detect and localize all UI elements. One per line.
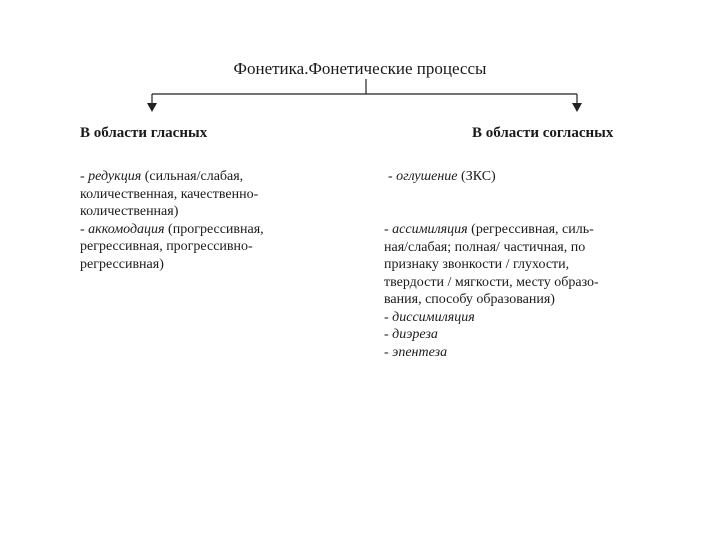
vowels-heading: В области гласных — [80, 125, 208, 141]
process-term: диэреза — [392, 327, 438, 342]
arrow-down-left-icon — [147, 103, 157, 112]
diagram-title: Фонетика.Фонетические процессы — [233, 59, 487, 78]
process-term: ассимиляция — [392, 222, 468, 237]
list-item: регрессивная, прогрессивно- — [80, 239, 253, 254]
list-item: - диэреза — [384, 327, 438, 342]
list-item: - диссимиляция — [384, 309, 475, 325]
consonants-heading: В области согласных — [472, 125, 614, 141]
list-item: количественная, качественно- — [80, 186, 259, 202]
process-term: редукция — [88, 169, 142, 184]
process-term: аккомодация — [88, 221, 165, 237]
list-item: регрессивная) — [80, 256, 164, 272]
list-item: вания, способу образования) — [384, 292, 555, 307]
vowels-process-list — [80, 168, 310, 273]
process-term: эпентеза — [392, 344, 448, 360]
list-item: - аккомодация (прогрессивная, — [80, 221, 264, 237]
list-item: - ассимиляция (регрессивная, силь- — [384, 222, 594, 237]
list-item: количественная) — [80, 204, 179, 219]
list-item: - эпентеза — [384, 344, 448, 360]
process-term: оглушение — [396, 169, 458, 184]
list-item: ная/слабая; полная/ частичная, по — [384, 239, 586, 255]
consonants-process-list — [384, 221, 649, 361]
list-item: - редукция (сильная/слабая, — [80, 169, 244, 184]
list-item: - оглушение (ЗКС) — [388, 169, 496, 184]
list-item: признаку звонкости / глухости, — [384, 257, 570, 272]
process-term: диссимиляция — [392, 309, 475, 325]
list-item: твердости / мягкости, месту образо- — [384, 274, 599, 290]
consonants-devoicing-item — [388, 168, 648, 186]
arrow-down-right-icon — [572, 103, 582, 112]
